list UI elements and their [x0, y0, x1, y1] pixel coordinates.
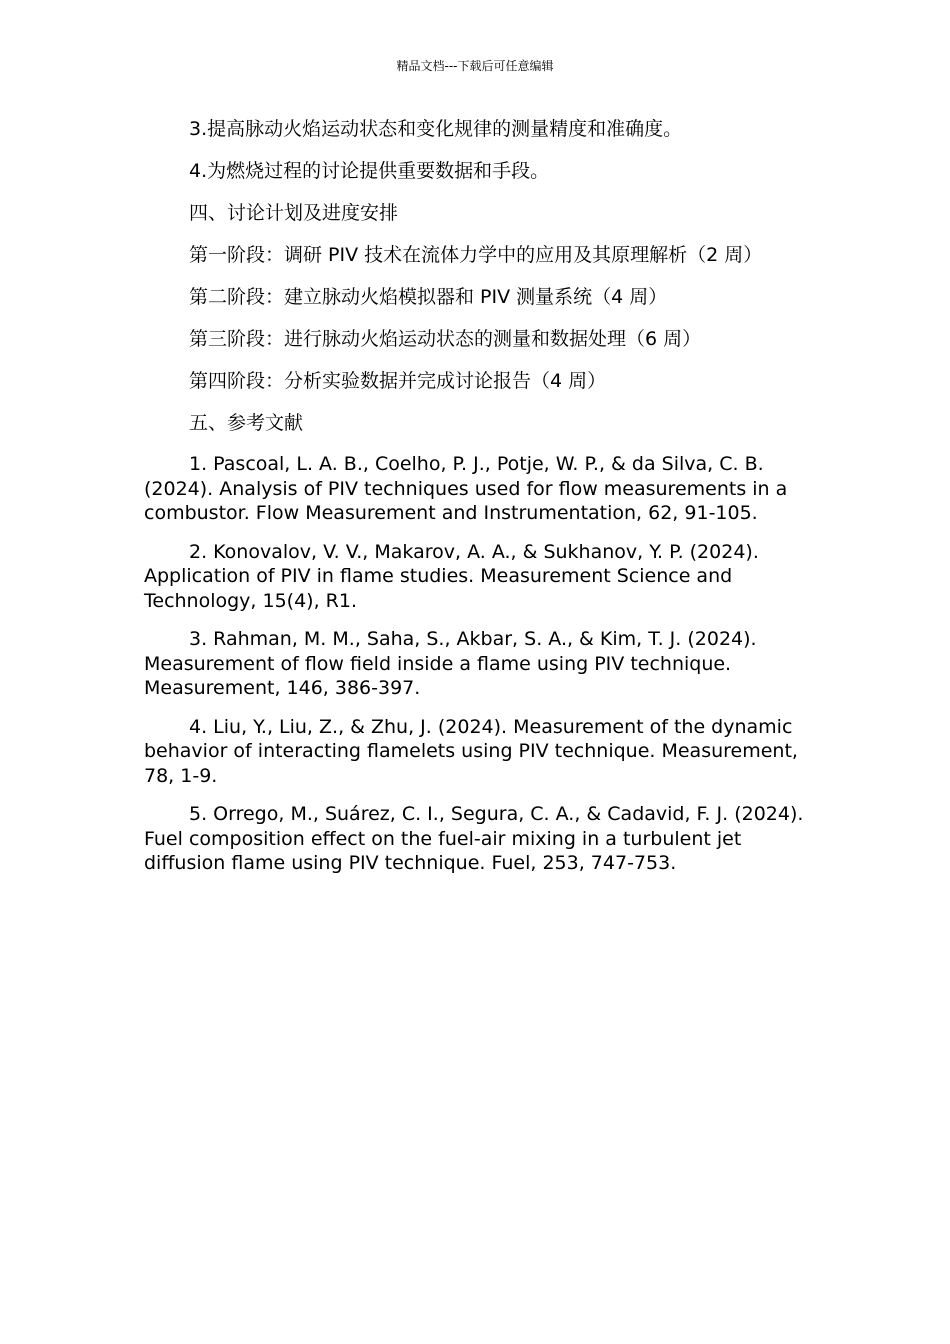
reference-item: 3. Rahman, M. M., Saha, S., Akbar, S. A., & Kim, T. J. (2024). Measurement of flow field inside a flame using PIV technique. Measurement, 146, 386-397.	[144, 628, 757, 699]
reference-item: 4. Liu, Y., Liu, Z., & Zhu, J. (2024). Measurement of the dynamic behavior of interacting flamelets using PIV technique. Measurement, 78, 1-9.	[144, 715, 798, 787]
page-header: 精品文档---下载后可任意编辑	[396, 59, 554, 73]
reference-item: 5. Orrego, M., Suárez, C. I., Segura, C. A., & Cadavid, F. J. (2024). Fuel composition effect on the fuel-air mixing in a turbulent jet diffusion flame using PIV technique. Fuel, 253, 747-753.	[144, 803, 804, 874]
schedule-phase-1: 第一阶段：调研 PIV 技术在流体力学中的应用及其原理解析（2 周）	[189, 244, 763, 266]
objective-item-3: 3.提高脉动火焰运动状态和变化规律的测量精度和准确度。	[189, 118, 683, 140]
reference-item: 1. Pascoal, L. A. B., Coelho, P. J., Potje, W. P., & da Silva, C. B. (2024). Analysis of PIV techniques used for flow measurements in a combustor. Flow Measurement and Instrumentation, 62, 91-105.	[144, 453, 788, 524]
schedule-phase-2: 第二阶段：建立脉动火焰模拟器和 PIV 测量系统（4 周）	[189, 286, 668, 308]
document-body	[144, 116, 804, 890]
section-heading-schedule: 四、讨论计划及进度安排	[189, 202, 399, 224]
objective-item-4: 4.为燃烧过程的讨论提供重要数据和手段。	[189, 160, 550, 182]
schedule-phase-3: 第三阶段：进行脉动火焰运动状态的测量和数据处理（6 周）	[189, 328, 702, 350]
section-heading-references: 五、参考文献	[189, 412, 304, 434]
schedule-phase-4: 第四阶段：分析实验数据并完成讨论报告（4 周）	[189, 370, 607, 392]
reference-item: 2. Konovalov, V. V., Makarov, A. A., & Sukhanov, Y. P. (2024). Application of PIV in flame studies. Measurement Science and Technology, 15(4), R1.	[144, 540, 759, 612]
